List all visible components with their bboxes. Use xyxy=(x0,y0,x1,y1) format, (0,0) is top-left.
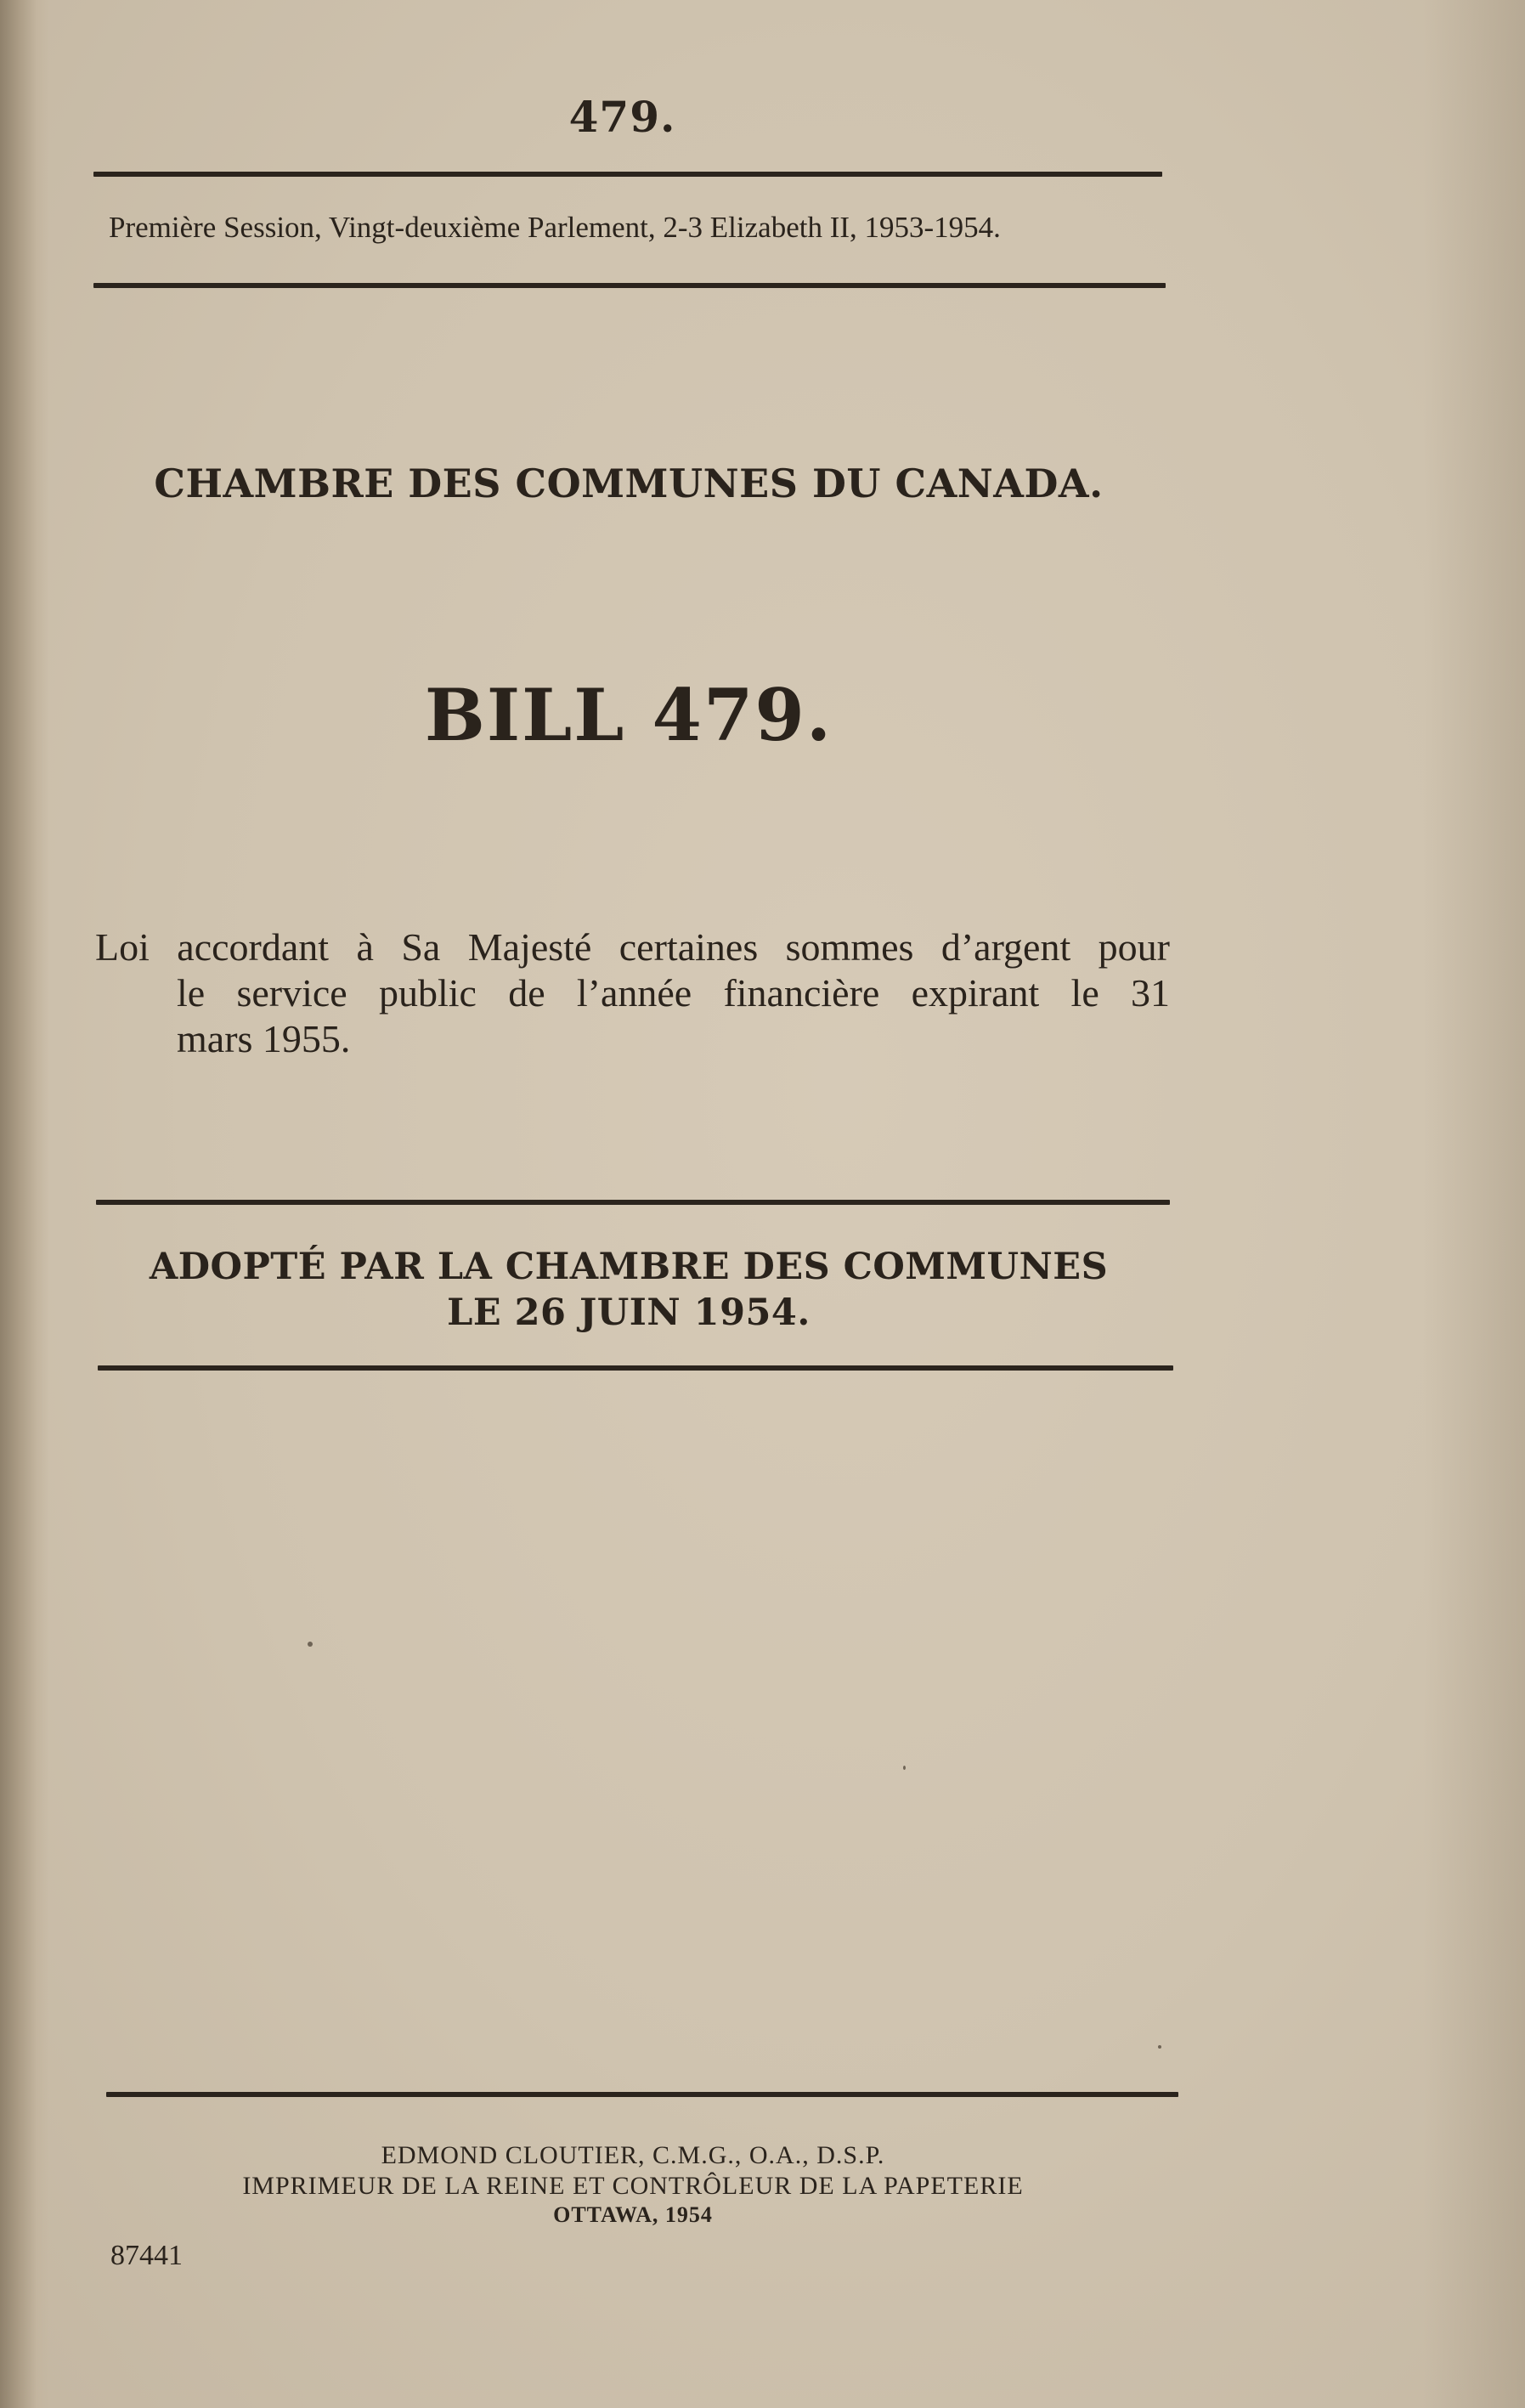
printer-title: IMPRIMEUR DE LA REINE ET CONTRÔLEUR DE LA PAPETERIE xyxy=(242,2172,1024,2200)
top-rule-1 xyxy=(93,172,1162,177)
print-number: 87441 xyxy=(110,2240,183,2271)
long-title-line-3: mars 1955. xyxy=(177,1017,351,1060)
paper-speck xyxy=(1158,2045,1161,2049)
long-title-line-2: le service public de l’année financière expirant le 31 xyxy=(177,971,1170,1015)
session-line: Première Session, Vingt-deuxième Parlement, 2-3 Elizabeth II, 1953-1954. xyxy=(109,211,1001,244)
paper-speck xyxy=(903,1766,906,1770)
page-binding-edge xyxy=(0,0,49,2408)
paper-speck xyxy=(308,1642,313,1647)
page-number: 479. xyxy=(568,92,676,142)
page-edge-shadow xyxy=(1423,0,1525,2408)
middle-rule-1 xyxy=(96,1200,1170,1205)
top-rule-2 xyxy=(93,283,1166,288)
bottom-rule xyxy=(106,2092,1178,2097)
printer-place-year: OTTAWA, 1954 xyxy=(553,2202,713,2227)
passed-statement-line-2: LE 26 JUIN 1954. xyxy=(447,1292,811,1334)
middle-rule-2 xyxy=(98,1365,1173,1371)
house-heading: CHAMBRE DES COMMUNES DU CANADA. xyxy=(154,461,1104,506)
printer-name: EDMOND CLOUTIER, C.M.G., O.A., D.S.P. xyxy=(381,2141,885,2169)
passed-statement-line-1: ADOPTÉ PAR LA CHAMBRE DES COMMUNES xyxy=(149,1246,1109,1288)
long-title-line-1: Loi accordant à Sa Majesté certaines sommes d’argent pour xyxy=(95,925,1170,969)
bill-long-title xyxy=(95,924,1170,1062)
bill-title: BILL 479. xyxy=(424,673,833,757)
